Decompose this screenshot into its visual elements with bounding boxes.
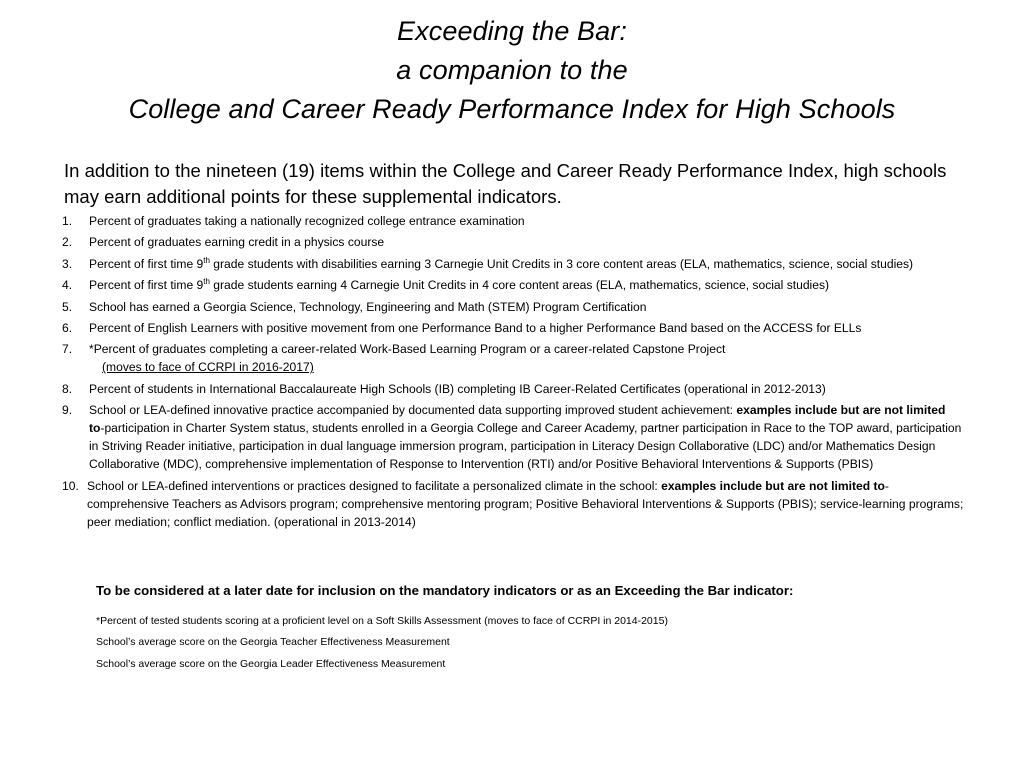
intro-paragraph: In addition to the nineteen (19) items within the College and Career Ready Performance Index, high schools may earn additional points for these supplemental indicators. bbox=[64, 160, 947, 207]
document-title bbox=[0, 12, 1024, 129]
list-item bbox=[62, 212, 964, 230]
indicator-list bbox=[62, 212, 964, 534]
item-text: Percent of graduates taking a nationally recognized college entrance examination bbox=[89, 214, 525, 228]
item-bold-text: examples include but are not limited to bbox=[89, 403, 946, 436]
item-text: Percent of students in International Baccalaureate High Schools (IB) completing IB Career-Related Certificates (operational in 2012-2013) bbox=[89, 381, 826, 396]
item-number: 4. bbox=[62, 278, 73, 293]
list-item bbox=[62, 319, 964, 337]
item-text-continued: -participation in Charter System status, students enrolled in a Georgia College and Career Academy, partner participation in Race to the TOP award, participation in Striving Reader initiative, participation in dual language immersion program, participation in Literacy Design Collaborative (LDC) and/or Mathematics Design Collaborative (MDC), comprehensive implementation of Response to Intervention (RTI) and/or Positive Behavioral Interventions & Supports (PBIS) bbox=[89, 421, 962, 472]
item-text: Percent of English Learners with positive movement from one Performance Band to a higher Performance Band based on the ACCESS for ELLs bbox=[89, 320, 862, 335]
list-item bbox=[62, 233, 964, 251]
list-item bbox=[62, 340, 964, 376]
title-line-2: a companion to the bbox=[396, 55, 628, 85]
item-text: School or LEA-defined interventions or practices designed to facilitate a personalized climate in the school: bbox=[87, 478, 662, 493]
list-item bbox=[62, 255, 964, 273]
item-superscript: th bbox=[203, 277, 210, 287]
list-item bbox=[62, 401, 964, 473]
item-text: Percent of first time 9 bbox=[89, 278, 204, 293]
later-item: School’s average score on the Georgia Teacher Effectiveness Measurement bbox=[96, 636, 450, 649]
item-text-continued: grade students earning 4 Carnegie Unit Credits in 4 core content areas (ELA, mathematics, science, social studies) bbox=[209, 278, 830, 293]
item-bold-text: examples include but are not limited to bbox=[661, 478, 885, 493]
item-text: School has earned a Georgia Science, Technology, Engineering and Math (STEM) Program Certification bbox=[89, 299, 647, 314]
item-number: 5. bbox=[62, 299, 73, 314]
item-text: Percent of graduates earning credit in a physics course bbox=[89, 235, 385, 250]
list-item bbox=[62, 298, 964, 316]
item-text: *Percent of graduates completing a career-related Work-Based Learning Program or a career-related Capstone Project bbox=[89, 342, 726, 357]
list-item bbox=[62, 276, 964, 294]
item-text-continued: -comprehensive Teachers as Advisors program; comprehensive mentoring program; Positive Behavioral Interventions & Supports (PBIS); service-learning programs; peer mediation; conflict mediation. (operational in 2013-2014) bbox=[87, 478, 964, 529]
later-consideration-list bbox=[96, 614, 668, 678]
item-number: 6. bbox=[62, 320, 73, 335]
item-superscript: th bbox=[203, 255, 210, 265]
item-number: 2. bbox=[62, 235, 73, 250]
item-number: 9. bbox=[62, 403, 73, 418]
item-note: (moves to face of CCRPI in 2016-2017) bbox=[102, 360, 314, 375]
title-line-3: College and Career Ready Performance Index for High Schools bbox=[128, 94, 896, 124]
list-item bbox=[62, 477, 964, 531]
item-number: 8. bbox=[62, 381, 73, 396]
item-text: School or LEA-defined innovative practice accompanied by documented data supporting improved student achievement: bbox=[89, 403, 737, 418]
list-item bbox=[62, 380, 964, 398]
item-number: 1. bbox=[62, 214, 73, 228]
item-number: 10. bbox=[62, 478, 79, 493]
title-line-1: Exceeding the Bar: bbox=[397, 16, 627, 46]
later-item: School’s average score on the Georgia Leader Effectiveness Measurement bbox=[96, 657, 446, 670]
item-text-continued: grade students with disabilities earning 3 Carnegie Unit Credits in 3 core content areas (ELA, mathematics, science, social studies) bbox=[209, 256, 914, 271]
item-number: 7. bbox=[62, 342, 73, 357]
later-item: *Percent of tested students scoring at a proficient level on a Soft Skills Assessment (moves to face of CCRPI in 2014-2015) bbox=[96, 615, 668, 627]
later-consideration-heading: To be considered at a later date for inclusion on the mandatory indicators or as an Exceeding the Bar indicator: bbox=[96, 583, 794, 598]
item-number: 3. bbox=[62, 256, 73, 271]
item-text: Percent of first time 9 bbox=[89, 256, 204, 271]
